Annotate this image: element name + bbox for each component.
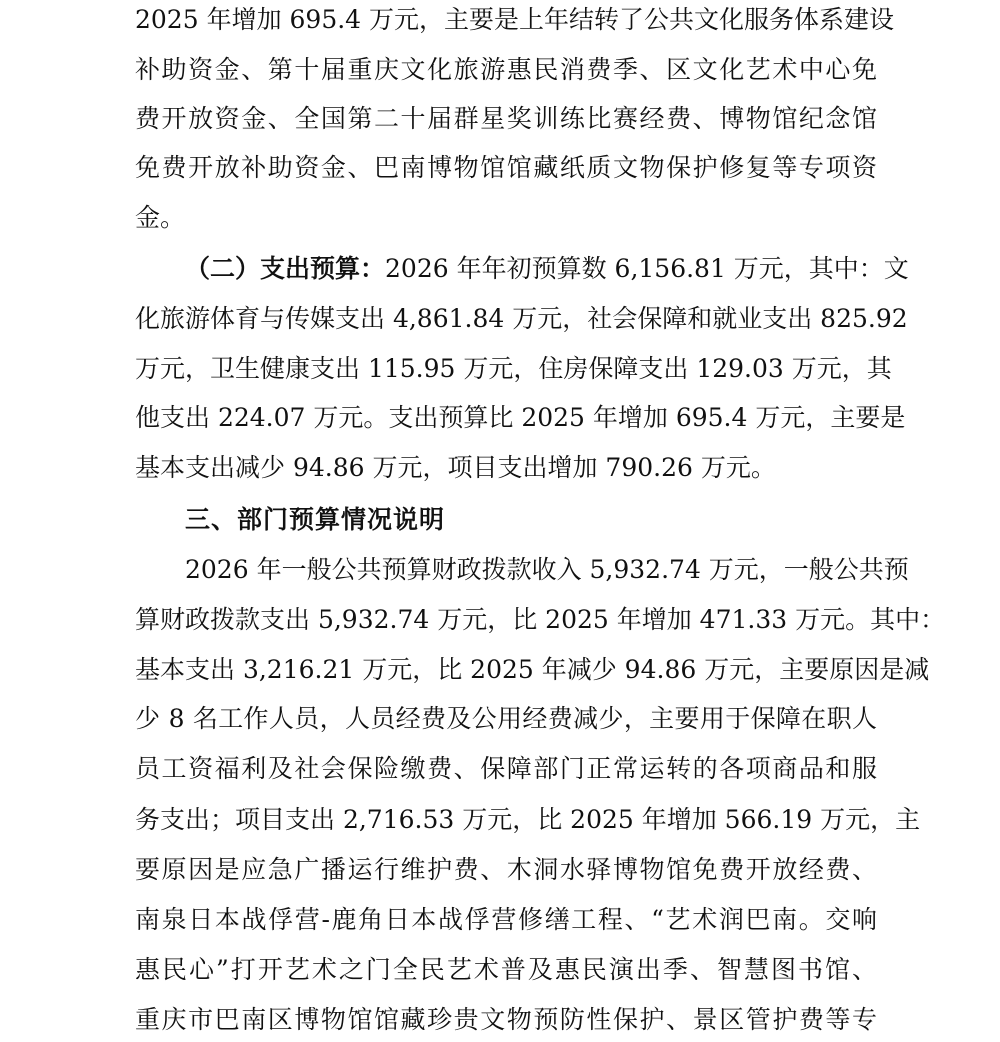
paragraph-3-line-5: 员工资福利及社会保险缴费、保障部门正常运转的各项商品和服 bbox=[135, 754, 877, 783]
expenditure-budget-lead: （二）支出预算： bbox=[185, 254, 386, 283]
paragraph-3-line-10: 重庆市巴南区博物馆馆藏珍贵文物预防性保护、景区管护费等专 bbox=[135, 1005, 877, 1034]
paragraph-3-line-6: 务支出；项目支出 2,716.53 万元，比 2025 年增加 566.19 万元，主 bbox=[135, 805, 921, 834]
paragraph-1-line-4: 免费开放补助资金、巴南博物馆馆藏纸质文物保护修复等专项资 bbox=[135, 153, 877, 182]
paragraph-2-line-1 bbox=[185, 249, 909, 289]
paragraph-2-line-3: 万元，卫生健康支出 115.95 万元，住房保障支出 129.03 万元，其 bbox=[135, 354, 892, 383]
paragraph-3-line-1: 2026 年一般公共预算财政拨款收入 5,932.74 万元，一般公共预 bbox=[185, 555, 909, 584]
paragraph-2-line-5: 基本支出减少 94.86 万元，项目支出增加 790.26 万元。 bbox=[135, 453, 776, 482]
paragraph-3-line-9: 惠民心”打开艺术之门全民艺术普及惠民演出季、智慧图书馆、 bbox=[135, 955, 877, 984]
paragraph-3-line-3: 基本支出 3,216.21 万元，比 2025 年减少 94.86 万元，主要原因是减 bbox=[135, 655, 930, 684]
paragraph-3-line-2: 算财政拨款支出 5,932.74 万元，比 2025 年增加 471.33 万元。其中： bbox=[135, 605, 946, 634]
paragraph-2-line-2: 化旅游体育与传媒支出 4,861.84 万元，社会保障和就业支出 825.92 bbox=[135, 304, 908, 333]
section-heading: 三、部门预算情况说明 bbox=[185, 505, 446, 534]
paragraph-1-line-3: 费开放资金、全国第二十届群星奖训练比赛经费、博物馆纪念馆 bbox=[135, 104, 877, 133]
paragraph-2-line-4: 他支出 224.07 万元。支出预算比 2025 年增加 695.4 万元，主要是 bbox=[135, 403, 906, 432]
expenditure-budget-text: 2026 年年初预算数 6,156.81 万元，其中：文 bbox=[385, 254, 909, 283]
paragraph-3-line-8: 南泉日本战俘营-鹿角日本战俘营修缮工程、“艺术润巴南。交响 bbox=[135, 905, 877, 934]
paragraph-1-line-5: 金。 bbox=[135, 203, 186, 232]
paragraph-1-line-1: 2025 年增加 695.4 万元，主要是上年结转了公共文化服务体系建设 bbox=[135, 5, 895, 34]
paragraph-3-line-4: 少 8 名工作人员，人员经费及公用经费减少，主要用于保障在职人 bbox=[135, 704, 877, 733]
paragraph-1-line-2: 补助资金、第十届重庆文化旅游惠民消费季、区文化艺术中心免 bbox=[135, 55, 877, 84]
paragraph-3-line-7: 要原因是应急广播运行维护费、木洞水驿博物馆免费开放经费、 bbox=[135, 855, 877, 884]
